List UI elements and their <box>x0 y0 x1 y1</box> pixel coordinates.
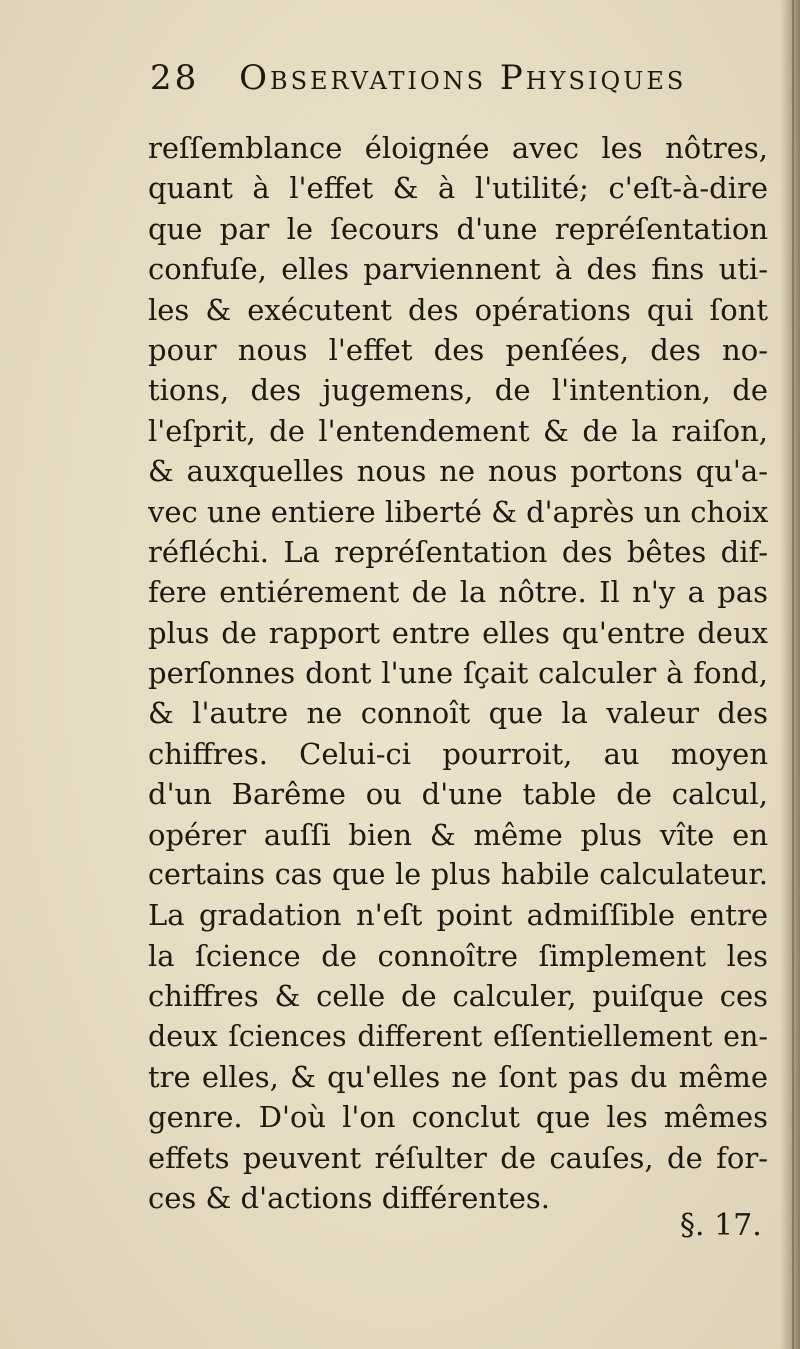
text-line: les & exécutent des opérations qui ſont <box>148 292 768 327</box>
text-line: que par le ſecours d'une repréſentation <box>148 211 768 246</box>
text-line: certains cas que le plus habile calculateur. <box>148 858 768 892</box>
text-line: opérer auſſi bien & même plus vîte en <box>148 817 768 852</box>
text-line: fere entiérement de la nôtre. Il n'y a pas <box>148 575 768 610</box>
text-line: quant à l'effet & à l'utilité; c'eſt-à-dire <box>148 171 768 206</box>
page-number: 28 <box>150 58 200 98</box>
catchword: §. 17. <box>680 1208 762 1243</box>
text-line: réfléchi. La repréſentation des bêtes dif- <box>148 534 768 569</box>
text-line: tions, des jugemens, de l'intention, de <box>148 373 768 408</box>
text-line: d'un Barême ou d'une table de calcul, <box>148 777 768 812</box>
text-line: ces & d'actions différentes. <box>148 1181 550 1216</box>
text-line: plus de rapport entre elles qu'entre deux <box>148 615 768 650</box>
text-line: perſonnes dont l'une ſçait calculer à fond, <box>148 656 768 691</box>
page-edge-line <box>792 0 794 1349</box>
text-line: la ſcience de connoître ſimplement les <box>148 938 768 973</box>
text-line: confuſe, elles parviennent à des fins uti- <box>148 252 768 287</box>
text-line: vec une entiere liberté & d'après un choix <box>148 494 769 529</box>
text-line: & l'autre ne connoît que la valeur des <box>148 696 768 731</box>
text-line: La gradation n'eſt point admiſſible entre <box>148 898 768 933</box>
page-header <box>150 56 770 100</box>
body-text <box>148 128 768 1219</box>
page-gutter-shadow <box>780 0 800 1349</box>
text-line: l'eſprit, de l'entendement & de la raiſon, <box>148 413 768 448</box>
text-line: effets peuvent réſulter de cauſes, de for- <box>148 1140 768 1175</box>
text-line: genre. D'où l'on conclut que les mêmes <box>148 1100 768 1135</box>
text-line: tre elles, & qu'elles ne ſont pas du même <box>148 1059 768 1094</box>
text-line: deux ſciences different eſſentiellement en- <box>148 1019 768 1053</box>
text-line: chiffres. Celui-ci pourroit, au moyen <box>148 736 768 771</box>
text-line: chiffres & celle de calculer, puiſque ces <box>148 979 768 1014</box>
text-line: & auxquelles nous ne nous portons qu'a- <box>148 454 768 489</box>
text-line: pour nous l'effet des penſées, des no- <box>148 332 768 367</box>
text-line: reſſemblance éloignée avec les nôtres, <box>148 131 768 165</box>
show-through-from-reverse <box>150 1138 750 1248</box>
running-title: Observations Physiques <box>239 58 687 98</box>
